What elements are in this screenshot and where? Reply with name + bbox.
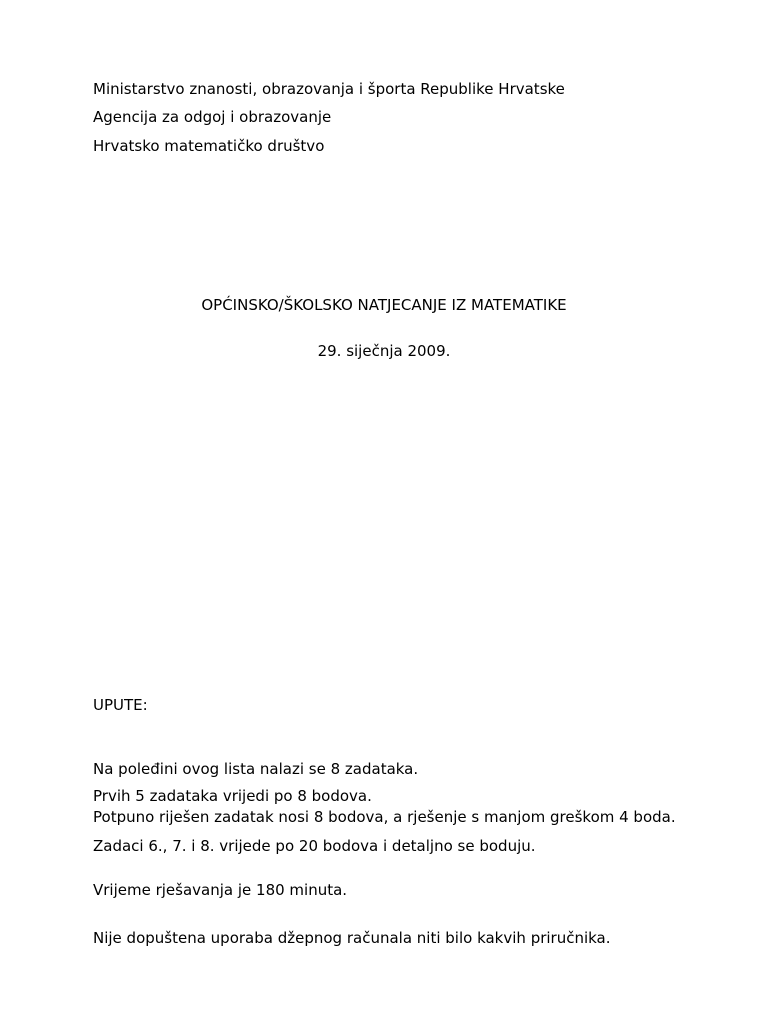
instruction-line: Prvih 5 zadataka vrijedi po 8 bodova.: [93, 787, 372, 805]
institution-ministry: Ministarstvo znanosti, obrazovanja i športa Republike Hrvatske: [93, 80, 565, 98]
institution-agency: Agencija za odgoj i obrazovanje: [93, 108, 332, 126]
competition-date: 29. siječnja 2009.: [317, 342, 451, 360]
instruction-line: Nije dopuštena uporaba džepnog računala niti bilo kakvih priručnika.: [93, 929, 611, 947]
instructions-heading: UPUTE:: [93, 696, 148, 714]
instruction-line: Vrijeme rješavanja je 180 minuta.: [93, 881, 348, 899]
instruction-line: Zadaci 6., 7. i 8. vrijede po 20 bodova i detaljno se boduju.: [93, 837, 536, 855]
competition-title: OPĆINSKO/ŠKOLSKO NATJECANJE IZ MATEMATIKE: [201, 296, 567, 314]
instruction-line: Na poleđini ovog lista nalazi se 8 zadataka.: [93, 760, 419, 778]
institution-society: Hrvatsko matematičko društvo: [93, 137, 325, 155]
instruction-line: Potpuno riješen zadatak nosi 8 bodova, a rješenje s manjom greškom 4 boda.: [93, 808, 676, 826]
